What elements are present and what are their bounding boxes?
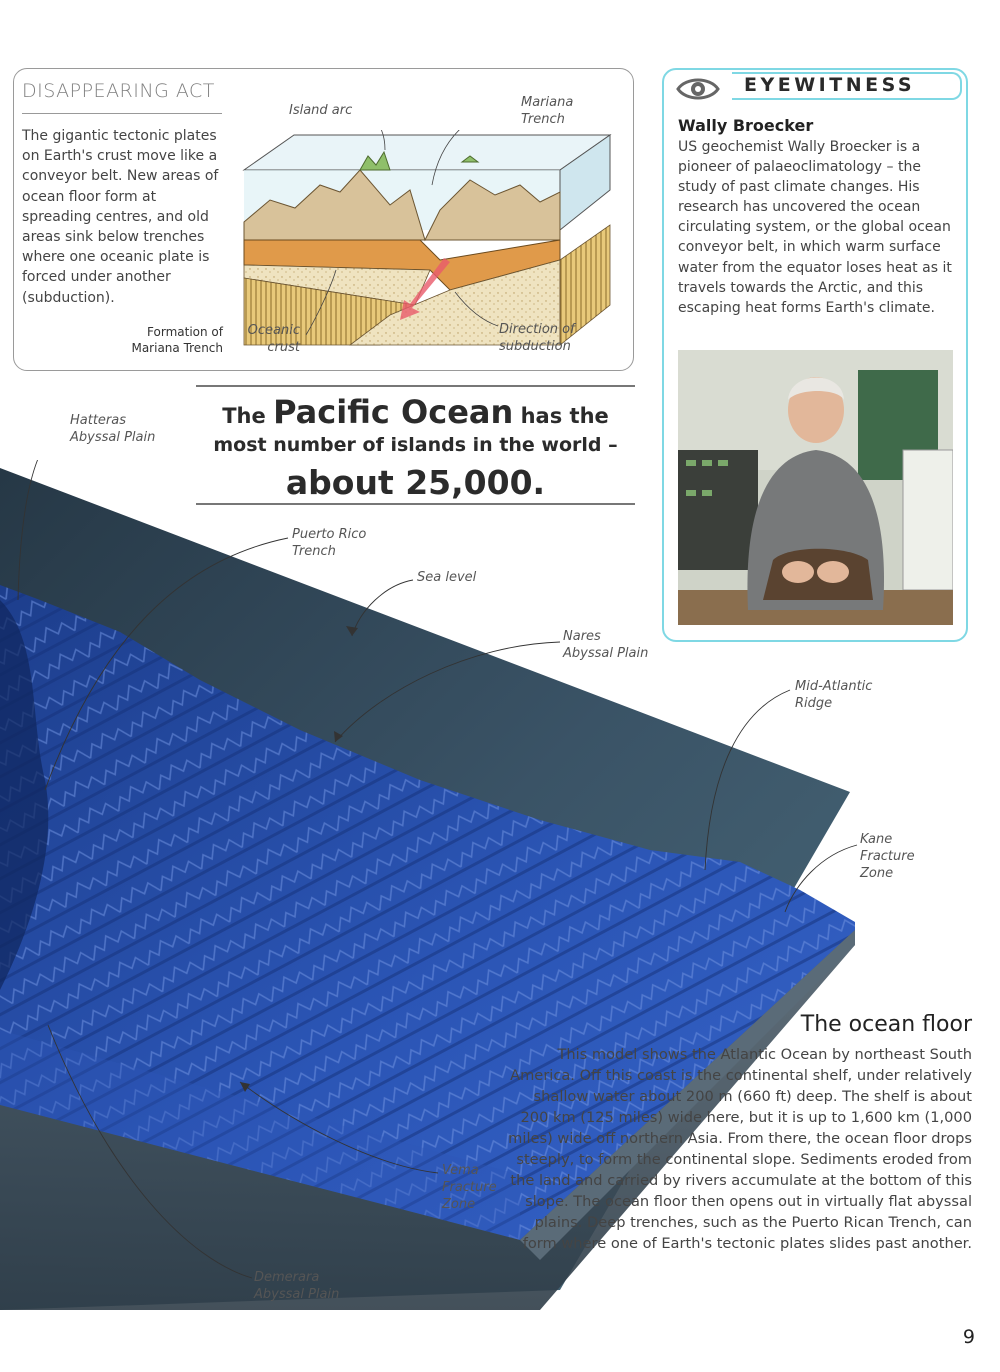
label-line: Trench — [292, 544, 336, 559]
label-line: crust — [267, 340, 300, 355]
label-line: Direction of — [499, 322, 575, 337]
label-line: Trench — [521, 112, 565, 127]
person-name: Wally Broecker — [678, 116, 814, 135]
divider — [22, 113, 222, 114]
label-island-arc: Island arc — [289, 103, 353, 118]
label-puerto-rico-trench — [292, 526, 366, 560]
label-line: subduction — [499, 339, 571, 354]
panel-heading: DISAPPEARING ACT — [22, 80, 215, 102]
caption-line: Mariana Trench — [131, 341, 223, 355]
mariana-trench-diagram — [240, 130, 616, 352]
label-mariana-trench — [521, 94, 573, 128]
wally-broecker-photo — [678, 350, 953, 625]
eye-icon — [676, 74, 720, 104]
fact-line-1 — [196, 393, 635, 431]
label-line: Kane — [860, 832, 893, 847]
label-line: Demerara — [254, 1270, 320, 1285]
eyewitness-title: EYEWITNESS — [744, 74, 916, 96]
label-line: Nares — [563, 629, 601, 644]
label-line: Mariana — [521, 95, 574, 110]
ocean-floor-body-text: This model shows the Atlantic Ocean by northeast South America. Off this coast is the continental shelf, under relatively shallow water about 200 m (660 ft) deep. The shelf is about 200 km (125 miles) wide here, but it is up to 1,600 km (1,000 miles) wide off northern Asia. From there, the ocean floor drops steeply, to form the continental slope. Sediments eroded from the land and carried by rivers accumulate at the bottom of this slope. The ocean floor then opens out in virtually flat abyssal plains. Deep trenches, such as the Puerto Rican Trench, can form where one of Earth's tectonic plates slides past another. — [508, 1046, 972, 1252]
label-line: Ridge — [795, 696, 833, 711]
label-hatteras-abyssal-plain — [70, 412, 155, 446]
caption-line: Formation of — [147, 325, 223, 339]
panel-body-text: The gigantic tectonic plates on Earth's crust move like a conveyor belt. New areas of ocean floor form at spreading centres, and old areas sink below trenches where one oceanic plate is forced under another (subduction). — [22, 128, 219, 306]
label-line: Zone — [860, 866, 894, 881]
fact-text: The — [222, 404, 274, 428]
label-direction-of-subduction — [499, 321, 575, 355]
label-line: Fracture — [442, 1180, 497, 1195]
fact-bottom-rule — [196, 503, 635, 505]
label-line: Abyssal Plain — [70, 430, 156, 445]
fact-top-rule — [196, 385, 635, 387]
fact-line-2: most number of islands in the world – — [213, 434, 618, 456]
label-line: Mid-Atlantic — [795, 679, 873, 694]
label-vema-fracture-zone — [442, 1162, 497, 1213]
label-line: Puerto Rico — [292, 527, 367, 542]
label-line: Abyssal Plain — [254, 1287, 340, 1302]
label-mid-atlantic-ridge — [795, 678, 872, 712]
fact-line-3: about 25,000. — [285, 463, 546, 502]
label-kane-fracture-zone — [860, 831, 915, 882]
label-demerara-abyssal-plain — [254, 1269, 339, 1303]
label-line: Oceanic — [247, 323, 300, 338]
page-number: 9 — [962, 1326, 975, 1348]
label-oceanic-crust — [245, 322, 300, 356]
label-line: Fracture — [860, 849, 915, 864]
label-line: Abyssal Plain — [563, 646, 649, 661]
fact-highlight: Pacific Ocean — [273, 393, 514, 431]
label-line: Zone — [442, 1197, 476, 1212]
label-line: Vema — [442, 1163, 479, 1178]
label-sea-level: Sea level — [417, 570, 477, 585]
fact-text: has the — [513, 404, 609, 428]
ocean-floor-heading: The ocean floor — [800, 1012, 972, 1037]
label-nares-abyssal-plain — [563, 628, 648, 662]
pacific-fact — [196, 393, 635, 507]
figure-caption — [118, 324, 223, 356]
eyewitness-body-text: US geochemist Wally Broecker is a pioneer of palaeoclimatology – the study of past climate changes. His research has uncovered the ocean circulating system, or the global ocean conveyor belt, in which warm surface water from the equator loses heat as it travels towards the Arctic, and this escaping heat forms Earth's climate. — [678, 139, 952, 316]
label-line: Hatteras — [70, 413, 127, 428]
